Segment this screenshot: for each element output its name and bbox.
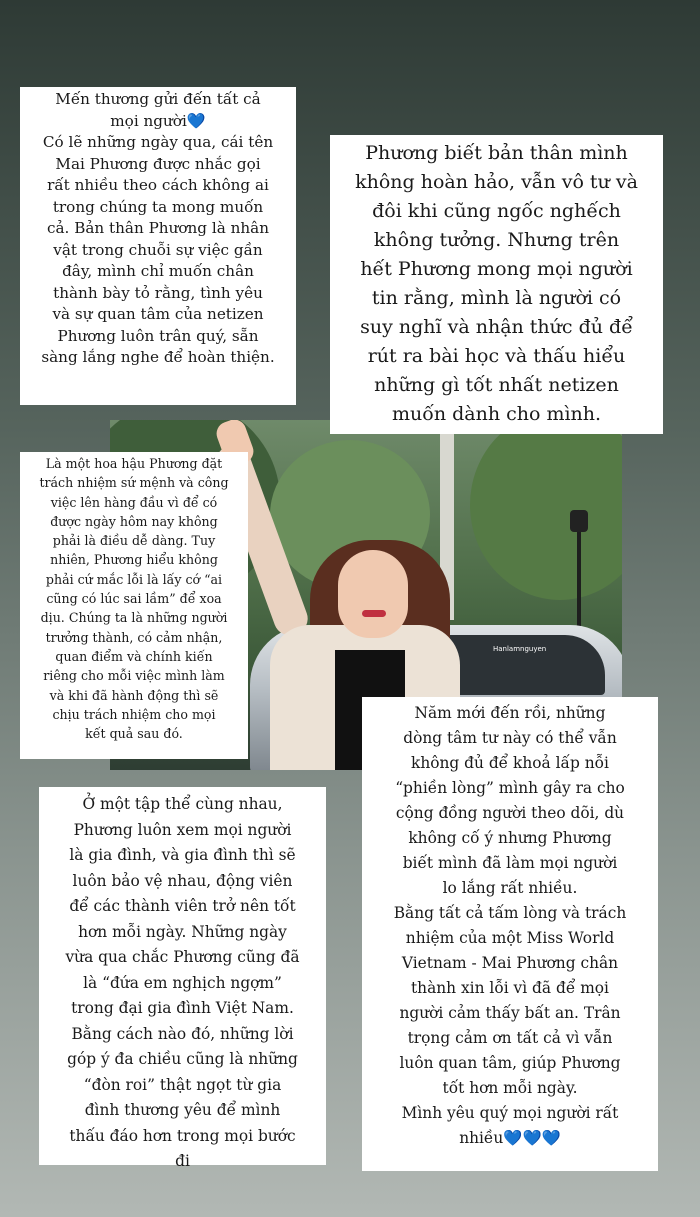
text-card-family: Ở một tập thể cùng nhau, Phương luôn xem mọi người là gia đình, và gia đình thì sẽ luôn bảo vệ nhau, động viên để các thành viên trở nên tốt hơn mỗi ngày. Những ngày vừa qua chắc Phương cũng đã là “đứa em nghịch ngợm” trong đại gia đình Việt Nam. Bằng cách nào đó, những lời góp ý đa chiều cũng là những “đòn roi” thật ngọt từ gia đình thương yêu để mình thấu đáo hơn trong mọi bước đi: [39, 787, 326, 1165]
face: [338, 550, 408, 638]
photo-watermark: Hanlamnguyen: [493, 645, 547, 653]
text-card-greeting: Mến thương gửi đến tất cả mọi người💙 Có lẽ những ngày qua, cái tên Mai Phương được nhắc gọi rất nhiều theo cách không ai trong chúng ta mong muốn cả. Bản thân Phương là nhân vật trong chuỗi sự việc gần đây, mình chỉ muốn chân thành bày tỏ rằng, tình yêu và sự quan tâm của netizen Phương luôn trân quý, sẵn sàng lắng nghe để hoàn thiện.: [20, 87, 296, 405]
text-card-apology: Năm mới đến rồi, những dòng tâm tư này có thể vẫn không đủ để khoả lấp nỗi “phiền lòng” mình gây ra cho cộng đồng người theo dõi, dù không cố ý nhưng Phương biết mình đã làm mọi người lo lắng rất nhiều. Bằng tất cả tấm lòng và trách nhiệm của một Miss World Vietnam - Mai Phương chân thành xin lỗi vì đã để mọi người cảm thấy bất an. Trân trọng cảm ơn tất cả vì vẫn luôn quan tâm, giúp Phương tốt hơn mỗi ngày. Mình yêu quý mọi người rất nhiều💙💙💙: [362, 697, 658, 1171]
text-card-responsibility: Là một hoa hậu Phương đặt trách nhiệm sứ mệnh và công việc lên hàng đầu vì để có được ngày hôm nay không phải là điều dễ dàng. Tuy nhiên, Phương hiểu không phải cứ mắc lỗi là lấy cớ “ai cũng có lúc sai lầm” để xoa dịu. Chúng ta là những người trưởng thành, có cảm nhận, quan điểm và chính kiến riêng cho mỗi việc mình làm và khi đã hành động thì sẽ chịu trách nhiệm cho mọi kết quả sau đó.: [20, 452, 248, 759]
tree-foliage: [470, 420, 622, 600]
text-card-self-reflection: Phương biết bản thân mình không hoàn hảo, vẫn vô tư và đôi khi cũng ngốc nghếch không tưởng. Nhưng trên hết Phương mong mọi người tin rằng, mình là người có suy nghĩ và nhận thức đủ để rút ra bài học và thấu hiểu những gì tốt nhất netizen muốn dành cho mình.: [330, 135, 663, 434]
lips: [362, 610, 386, 617]
street-lamp: [570, 510, 588, 532]
street-lamp-post: [577, 530, 581, 640]
